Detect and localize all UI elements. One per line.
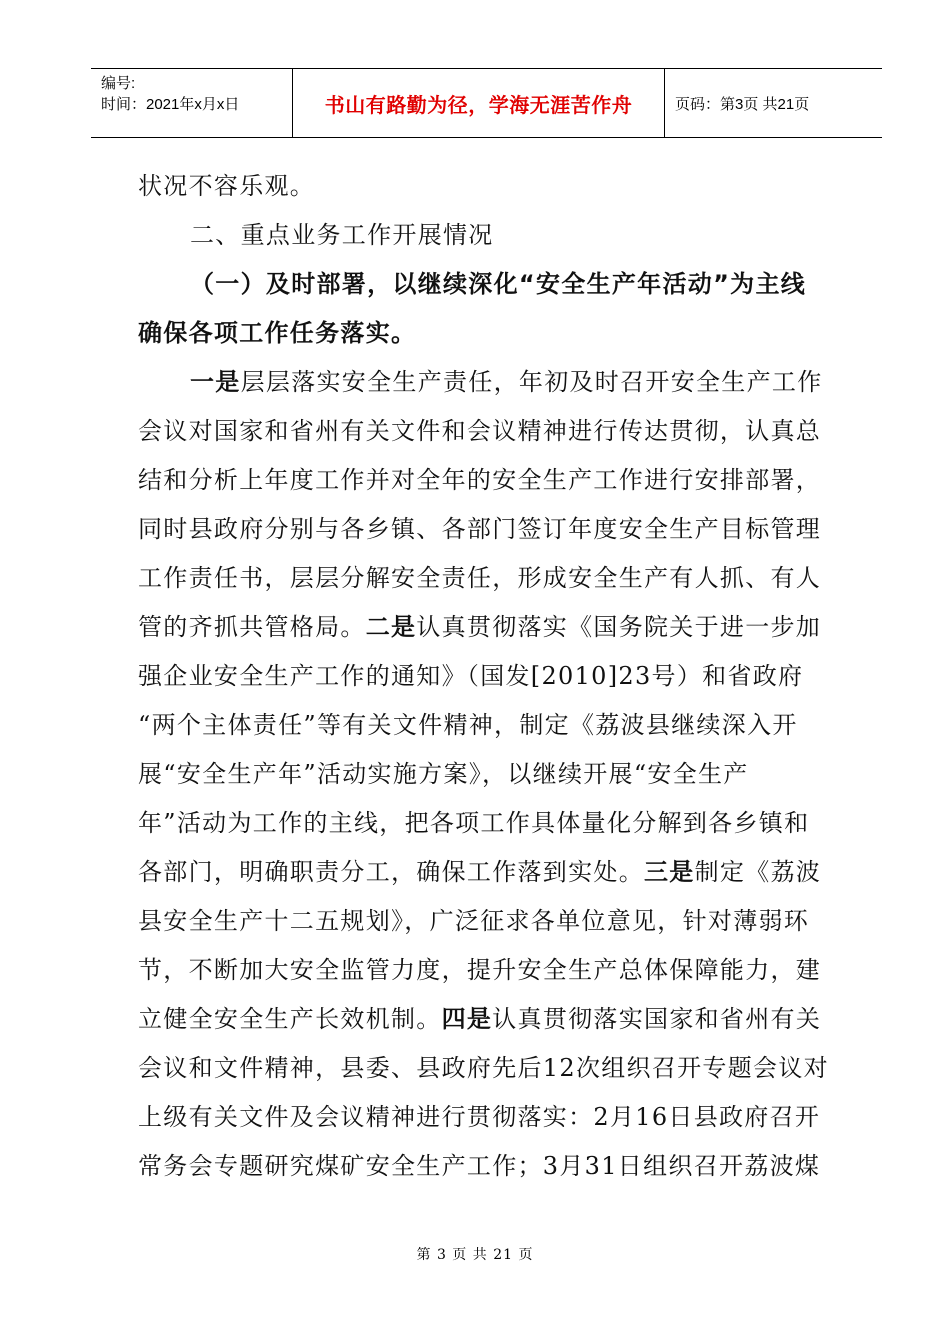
point-marker: 二是: [365, 613, 417, 641]
body-line: 会议和文件精神，县委、县政府先后12次组织召开专题会议对: [138, 1054, 829, 1082]
section-heading: 二、重点业务工作开展情况: [190, 221, 494, 249]
point-marker: 一是: [190, 368, 241, 396]
body-text: 管的齐抓共管格局。: [138, 613, 366, 641]
number-label: 编号:: [101, 75, 136, 92]
time-label: 时间：2021年x月x日: [101, 96, 240, 113]
header-motto: 书山有路勤为径，学海无涯苦作舟: [293, 69, 665, 137]
body-line: 常务会专题研究煤矿安全生产工作；3月31日组织召开荔波煤: [138, 1152, 821, 1180]
body-line: 状况不容乐观。: [138, 172, 316, 200]
body-line: 工作责任书，层层分解安全责任，形成安全生产有人抓、有人: [138, 564, 822, 592]
page-footer: 第 3 页 共 21 页: [416, 1247, 534, 1263]
body-line: 县安全生产十二五规划》，广泛征求各单位意见，针对薄弱环: [138, 907, 810, 935]
body-line: 结和分析上年度工作并对全年的安全生产工作进行安排部署，: [138, 466, 822, 494]
header-meta: [91, 69, 293, 137]
document-body: [138, 162, 838, 1191]
body-line: 年”活动为工作的主线，把各项工作具体量化分解到各乡镇和: [138, 809, 810, 837]
subsection-heading: （一）及时部署，以继续深化“安全生产年活动”为主线: [190, 270, 807, 298]
body-text: 认真贯彻落实《国务院关于进一步加: [416, 613, 822, 641]
subsection-heading-cont: 确保各项工作任务落实。: [138, 319, 417, 347]
body-line: 同时县政府分别与各乡镇、各部门签订年度安全生产目标管理: [138, 515, 822, 543]
body-text: 各部门，明确职责分工，确保工作落到实处。: [138, 858, 644, 886]
point-marker: 三是: [644, 858, 695, 886]
body-line: “两个主体责任”等有关文件精神，制定《荔波县继续深入开: [138, 711, 798, 739]
header-page-label: 页码：第3页 共21页: [675, 95, 810, 113]
body-line: [138, 603, 838, 652]
body-line: 节，不断加大安全监管力度，提升安全生产总体保障能力，建: [138, 956, 822, 984]
body-line: 强企业安全生产工作的通知》（国发[2010]23号）和省政府: [138, 662, 804, 690]
body-line: 会议对国家和省州有关文件和会议精神进行传达贯彻，认真总: [138, 417, 822, 445]
body-line: 展“安全生产年”活动实施方案》，以继续开展“安全生产: [138, 760, 749, 788]
body-line: [138, 848, 838, 897]
document-header: [91, 68, 882, 138]
body-text: 立健全安全生产长效机制。: [138, 1005, 442, 1033]
body-text: 制定《荔波: [694, 858, 822, 886]
body-text: 认真贯彻落实国家和省州有关: [492, 1005, 822, 1033]
body-line: [138, 358, 838, 407]
point-marker: 四是: [441, 1005, 493, 1033]
body-text: 层层落实安全生产责任，年初及时召开安全生产工作: [240, 368, 823, 396]
body-line: 上级有关文件及会议精神进行贯彻落实：2月16日县政府召开: [138, 1103, 821, 1131]
body-line: [138, 995, 838, 1044]
